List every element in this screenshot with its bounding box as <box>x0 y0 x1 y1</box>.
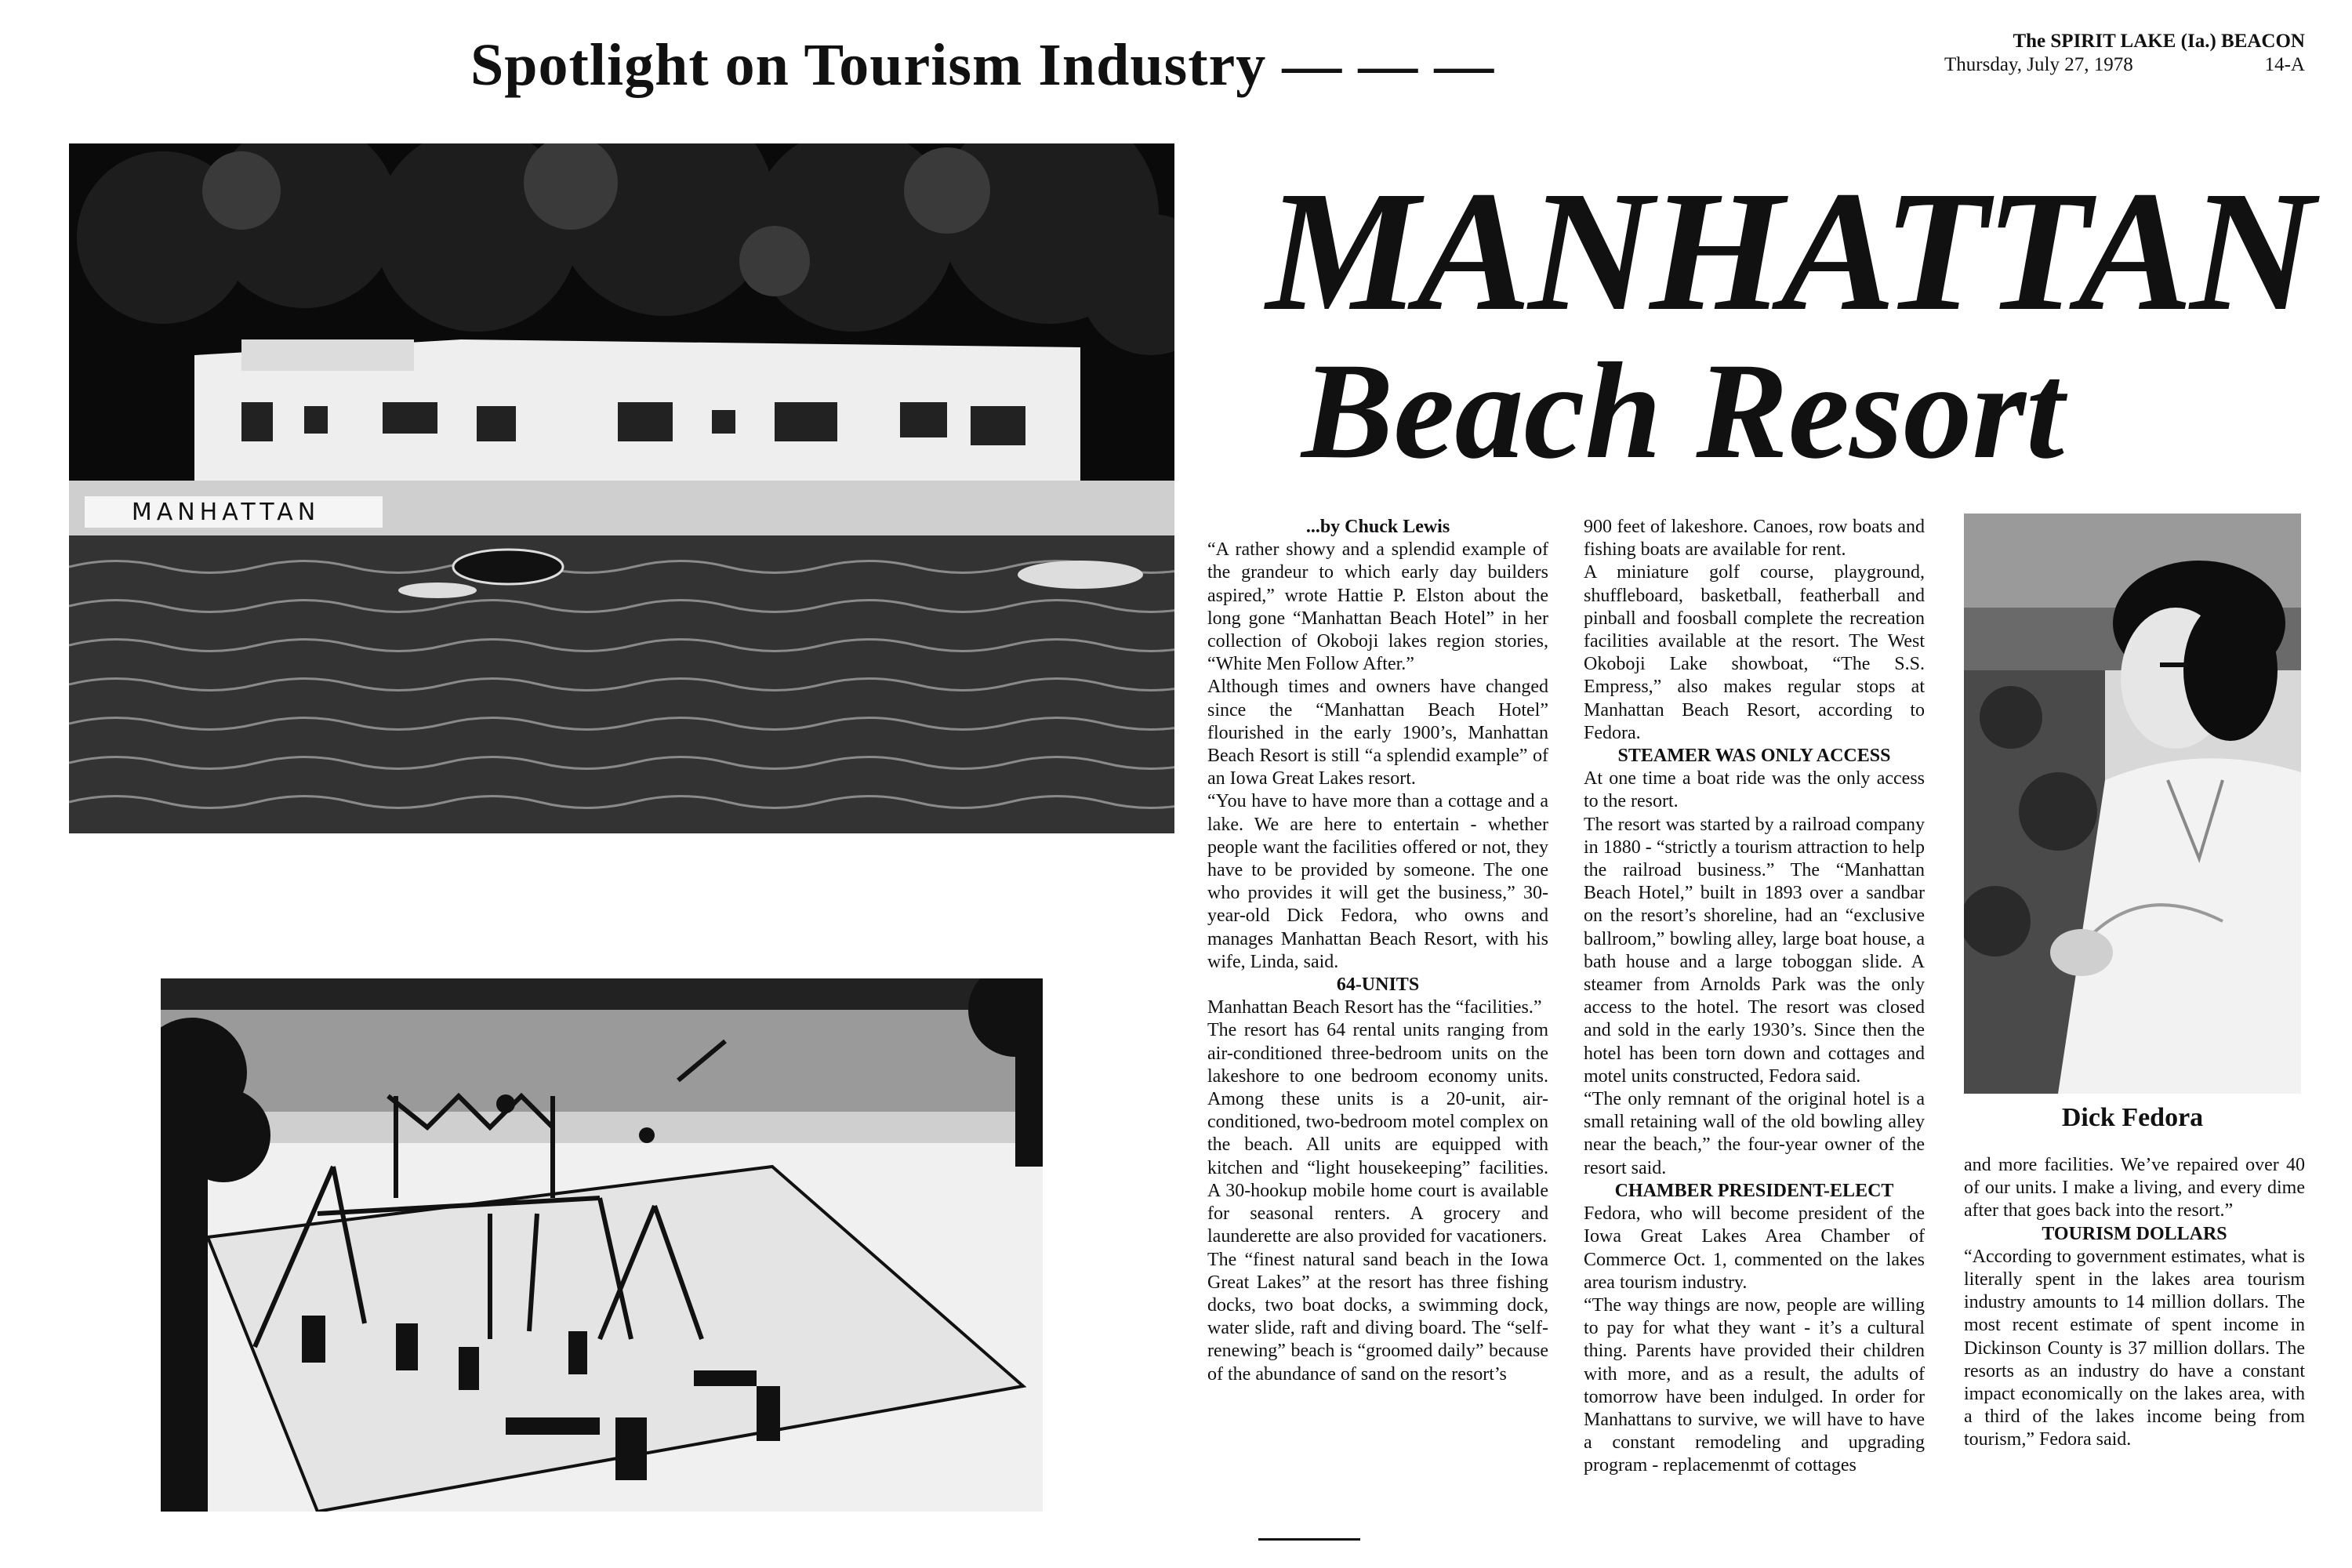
subhead: 64-UNITS <box>1336 975 1420 996</box>
paragraph: The “finest natural sand beach in the Iowa Great Lakes” at the resort has three fishing docks, two boat docks, a swimming dock, water slide, raft and diving board. The “self-renewing” beach is “groomed daily” because of the abundance of sand on the resort’s <box>1207 1249 1548 1385</box>
paragraph: Although times and owners have changed since the “Manhattan Beach Hotel” flourished in the early 1900’s, Manhattan Beach Resort is still “a splendid example” of an Iowa Great Lakes resort. <box>1207 677 1548 789</box>
article-column-1 <box>1207 516 1548 1386</box>
paragraph: “You have to have more than a cottage and a lake. We are here to entertain - whether people want the facilities offered or not, they have to be provided by someone. The one who provides it will get the business,” 30-year-old Dick Fedora, who owns and manages Manhattan Beach Resort, with his wife, Linda, said. <box>1207 791 1548 972</box>
paragraph: The resort has 64 rental units ranging from air-conditioned three-bedroom units on the lakeshore to one bedroom economy units. Among these units is a 20-unit, air-conditioned, two-bedroom motel complex on the beach. All units are equipped with kitchen and “light housekeeping” facilities. A 30-hookup mobile home court is available for seasonal renters. A grocery and launderette are also provided for vacationers. <box>1207 1020 1548 1247</box>
article-column-3 <box>1964 1154 2305 1452</box>
paper-name: The SPIRIT LAKE (Ia.) BEACON <box>2013 31 2305 52</box>
paragraph: “According to government estimates, what is literally spent in the lakes area tourism industry amounts to 14 million dollars. The most recent estimate of spent income in Dickinson County is 37 million dollars. The resorts as an industry do have a constant impact economically on the lakes area, with a third of the lakes income being from tourism,” Fedora said. <box>1964 1246 2305 1450</box>
headline-line-2: Beach Resort <box>1301 335 2064 488</box>
byline: ...by Chuck Lewis <box>1305 517 1450 537</box>
paragraph: 900 feet of lakeshore. Canoes, row boats and fishing boats are available for rent. <box>1584 517 1925 561</box>
portrait-caption: Dick Fedora <box>2061 1103 2204 1132</box>
resort-sign-text: MANHATTAN <box>131 499 321 526</box>
paragraph: “The only remnant of the original hotel is a small retaining wall of the old bowling alley near the beach,” the four-year owner of the resort said. <box>1584 1089 1925 1178</box>
portrait-photo <box>1964 514 2301 1094</box>
section-kicker: Spotlight on Tourism Industry — — — <box>470 32 1495 98</box>
paragraph: A miniature golf course, playground, shuffleboard, basketball, featherball and pinball and foosball complete the recreation facilities available at the resort. The West Okoboji Lake showboat, “The S.S. Empress,” also makes regular stops at Manhattan Beach Resort, according to Fedora. <box>1584 562 1925 743</box>
paragraph: “A rather showy and a splendid example of the grandeur to which early day builders aspired,” wrote Hattie P. Elston about the long gone “Manhattan Beach Hotel” in her collection of Okoboji lakes region stories, “White Men Follow After.” <box>1207 539 1548 675</box>
masthead <box>1944 30 2305 77</box>
page-number: 14-A <box>2264 54 2305 75</box>
subhead: CHAMBER PRESIDENT-ELECT <box>1614 1180 1894 1201</box>
paragraph: Manhattan Beach Resort has the “facilities.” <box>1207 997 1542 1018</box>
headline-line-1: MANHATTAN <box>1266 155 2312 347</box>
article-column-2 <box>1584 516 1925 1478</box>
playground-photo <box>161 978 1043 1512</box>
issue-date: Thursday, July 27, 1978 <box>1944 54 2133 75</box>
bottom-rule <box>1258 1538 1360 1541</box>
resort-photo <box>69 143 1174 833</box>
subhead: STEAMER WAS ONLY ACCESS <box>1617 746 1891 767</box>
paragraph: and more facilities. We’ve repaired over 40 of our units. I make a living, and every dime after that goes back into the resort.” <box>1964 1155 2305 1221</box>
paragraph: The resort was started by a railroad company in 1880 - “strictly a tourism attraction to help the railroad business.” The “Manhattan Beach Hotel,” built in 1893 over a sandbar on the resort’s shoreline, had an “exclusive ballroom,” bowling alley, large boat house, a bath house and a large toboggan slide. A steamer from Arnolds Park was the only access to the hotel. The resort was closed and sold in the early 1930’s. Since then the hotel has been torn down and cottages and motel units constructed, Fedora said. <box>1584 814 1925 1087</box>
paragraph: At one time a boat ride was the only access to the resort. <box>1584 768 1925 812</box>
subhead: TOURISM DOLLARS <box>2042 1223 2227 1244</box>
paragraph: “The way things are now, people are willing to pay for what they want - it’s a cultural thing. Parents have provided their children with more, and as a result, the adults of tomorrow have been indulged. In order for Manhattans to survive, we will have to have a constant remodeling and upgrading program - replacemenmt of cottages <box>1584 1294 1925 1476</box>
paragraph: Fedora, who will become president of the Iowa Great Lakes Area Chamber of Commerce Oct. 1, commented on the lakes area tourism industry. <box>1584 1203 1925 1293</box>
